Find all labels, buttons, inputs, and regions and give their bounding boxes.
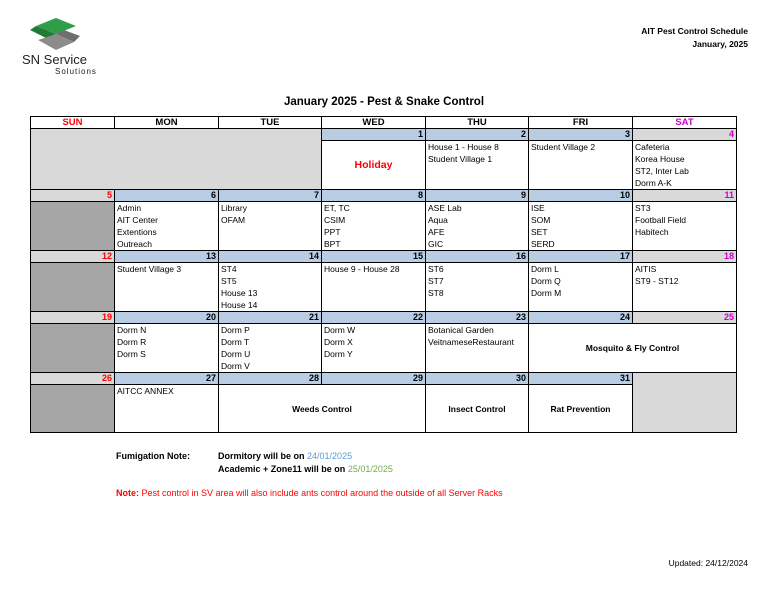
date-number: 24 xyxy=(529,312,633,324)
schedule-item: Library xyxy=(221,203,247,213)
schedule-item: ST8 xyxy=(428,288,444,298)
date-number: 10 xyxy=(529,190,633,202)
date-number: 1 xyxy=(322,129,426,141)
day-cell-6 xyxy=(115,202,219,251)
schedule-item: PPT xyxy=(324,227,341,237)
date-number: 15 xyxy=(322,251,426,263)
week2-content-row xyxy=(31,202,737,251)
header-title: AIT Pest Control Schedule xyxy=(641,26,748,36)
day-cell-17 xyxy=(529,263,633,312)
date-number: 20 xyxy=(115,312,219,324)
schedule-item: CSIM xyxy=(324,215,346,225)
schedule-item: BPT xyxy=(324,239,341,249)
day-cell-20 xyxy=(115,324,219,373)
date-number: 26 xyxy=(31,373,115,385)
schedule-item: ST5 xyxy=(221,276,237,286)
date-number: 6 xyxy=(115,190,219,202)
schedule-item: GIC xyxy=(428,239,444,249)
header-info xyxy=(641,25,748,51)
day-cell-10 xyxy=(529,202,633,251)
schedule-item: ISE xyxy=(531,203,545,213)
schedule-item: ST6 xyxy=(428,264,444,274)
schedule-item: Student Village 3 xyxy=(117,264,182,274)
day-cell-21 xyxy=(219,324,322,373)
date-number: 30 xyxy=(426,373,529,385)
day-header-mon: MON xyxy=(115,117,219,129)
date-number: 12 xyxy=(31,251,115,263)
schedule-item: ST7 xyxy=(428,276,444,286)
empty-day xyxy=(633,373,737,433)
schedule-item: House 13 xyxy=(221,288,258,298)
fumigation-note xyxy=(116,450,393,475)
schedule-item: Dorm A-K xyxy=(635,178,672,188)
date-number: 23 xyxy=(426,312,529,324)
schedule-item: AITIS xyxy=(635,264,657,274)
schedule-item: Cafeteria xyxy=(635,142,670,152)
day-header-tue: TUE xyxy=(219,117,322,129)
sn-logo-icon xyxy=(28,18,84,52)
day-header-wed: WED xyxy=(322,117,426,129)
rat-prevention-cell: Rat Prevention xyxy=(529,385,633,433)
schedule-item: ST9 - ST12 xyxy=(635,276,679,286)
holiday-label: Holiday xyxy=(322,141,426,190)
day-cell-23 xyxy=(426,324,529,373)
day-cell-11 xyxy=(633,202,737,251)
dorm-date: 24/01/2025 xyxy=(307,451,353,461)
schedule-item: Dorm T xyxy=(221,337,250,347)
schedule-item: Dorm R xyxy=(117,337,147,347)
schedule-item: Dorm Y xyxy=(324,349,353,359)
date-number: 14 xyxy=(219,251,322,263)
empty-days xyxy=(31,129,322,190)
schedule-item: Dorm X xyxy=(324,337,353,347)
date-number: 7 xyxy=(219,190,322,202)
schedule-item: House 9 - House 28 xyxy=(324,264,400,274)
date-number: 11 xyxy=(633,190,737,202)
day-cell-9 xyxy=(426,202,529,251)
calendar-table xyxy=(30,116,737,433)
week2-number-row xyxy=(31,190,737,202)
schedule-item: Extentions xyxy=(117,227,157,237)
schedule-item: ASE Lab xyxy=(428,203,462,213)
note-text: Pest control in SV area will also include ants control around the outside of all Server Racks xyxy=(139,488,503,498)
mosquito-control-cell: Mosquito & Fly Control xyxy=(529,324,737,373)
note-label: Note: xyxy=(116,488,139,498)
logo-name: SN Service xyxy=(22,52,88,67)
week1-number-row xyxy=(31,129,737,141)
dorm-text: Dormitory will be on xyxy=(218,451,305,461)
date-number: 25 xyxy=(633,312,737,324)
date-number: 31 xyxy=(529,373,633,385)
schedule-item: Botanical Garden xyxy=(428,325,494,335)
schedule-item: House 1 - House 8 xyxy=(428,142,499,152)
schedule-item: OFAM xyxy=(221,215,246,225)
day-header-sat: SAT xyxy=(633,117,737,129)
date-number: 27 xyxy=(115,373,219,385)
server-rack-note xyxy=(116,488,503,498)
day-cell-13 xyxy=(115,263,219,312)
schedule-item: Korea House xyxy=(635,154,685,164)
schedule-item: AFE xyxy=(428,227,445,237)
schedule-item: VeitnameseRestaurant xyxy=(428,337,514,347)
schedule-item: Dorm V xyxy=(221,361,250,371)
updated-date: Updated: 24/12/2024 xyxy=(668,558,748,568)
day-cell-4 xyxy=(633,141,737,190)
schedule-item: AITCC ANNEX xyxy=(117,386,174,396)
day-cell-7 xyxy=(219,202,322,251)
date-number: 17 xyxy=(529,251,633,263)
logo-subtitle: Solutions xyxy=(55,67,97,76)
day-cell-3 xyxy=(529,141,633,190)
date-number: 18 xyxy=(633,251,737,263)
schedule-item: Dorm Q xyxy=(531,276,561,286)
week4-number-row xyxy=(31,312,737,324)
schedule-item: ST2, Inter Lab xyxy=(635,166,689,176)
schedule-item: Outreach xyxy=(117,239,152,249)
day-cell-16 xyxy=(426,263,529,312)
schedule-item: SET xyxy=(531,227,548,237)
day-cell-27 xyxy=(115,385,219,433)
week3-content-row xyxy=(31,263,737,312)
sunday-cell xyxy=(31,263,115,312)
sunday-cell xyxy=(31,202,115,251)
date-number: 16 xyxy=(426,251,529,263)
date-number: 4 xyxy=(633,129,737,141)
week5-content-row xyxy=(31,385,737,433)
schedule-item: Student Village 2 xyxy=(531,142,596,152)
schedule-item: Habitech xyxy=(635,227,669,237)
day-cell-18 xyxy=(633,263,737,312)
schedule-item: ST4 xyxy=(221,264,237,274)
schedule-item: Dorm W xyxy=(324,325,356,335)
date-number: 22 xyxy=(322,312,426,324)
day-header-fri: FRI xyxy=(529,117,633,129)
day-header-row xyxy=(31,117,737,129)
schedule-item: ST3 xyxy=(635,203,651,213)
date-number: 8 xyxy=(322,190,426,202)
date-number: 13 xyxy=(115,251,219,263)
page-title: January 2025 - Pest & Snake Control xyxy=(283,96,485,108)
day-cell-15 xyxy=(322,263,426,312)
schedule-item: Admin xyxy=(117,203,142,213)
day-cell-8 xyxy=(322,202,426,251)
company-logo xyxy=(22,18,97,78)
date-number: 5 xyxy=(31,190,115,202)
date-number: 29 xyxy=(322,373,426,385)
schedule-item: Student Village 1 xyxy=(428,154,493,164)
day-cell-22 xyxy=(322,324,426,373)
schedule-item: AIT Center xyxy=(117,215,158,225)
schedule-item: Dorm N xyxy=(117,325,147,335)
schedule-item: Aqua xyxy=(428,215,448,225)
schedule-item: SOM xyxy=(531,215,551,225)
schedule-item: Dorm P xyxy=(221,325,250,335)
sunday-cell xyxy=(31,385,115,433)
week5-number-row xyxy=(31,373,737,385)
date-number: 28 xyxy=(219,373,322,385)
schedule-item: Dorm L xyxy=(531,264,559,274)
weeds-control-cell: Weeds Control xyxy=(219,385,426,433)
fumigation-label: Fumigation Note: xyxy=(116,451,190,461)
date-number: 21 xyxy=(219,312,322,324)
schedule-item: Football Field xyxy=(635,215,687,225)
date-number: 3 xyxy=(529,129,633,141)
date-number: 9 xyxy=(426,190,529,202)
academic-date: 25/01/2025 xyxy=(347,463,393,474)
schedule-item: Dorm M xyxy=(531,288,562,298)
date-number: 2 xyxy=(426,129,529,141)
insect-control-cell: Insect Control xyxy=(426,385,529,433)
academic-text: Academic + Zone11 will be on xyxy=(218,463,346,474)
week4-content-row xyxy=(31,324,737,373)
schedule-item: ET, TC xyxy=(324,203,350,213)
schedule-item: Dorm U xyxy=(221,349,251,359)
week3-number-row xyxy=(31,251,737,263)
header-month: January, 2025 xyxy=(692,39,748,49)
day-header-thu: THU xyxy=(426,117,529,129)
day-cell-14 xyxy=(219,263,322,312)
date-number: 19 xyxy=(31,312,115,324)
schedule-item: Dorm S xyxy=(117,349,146,359)
day-header-sun: SUN xyxy=(31,117,115,129)
sunday-cell xyxy=(31,324,115,373)
day-cell-2 xyxy=(426,141,529,190)
schedule-item: SERD xyxy=(531,239,555,249)
schedule-item: House 14 xyxy=(221,300,258,310)
